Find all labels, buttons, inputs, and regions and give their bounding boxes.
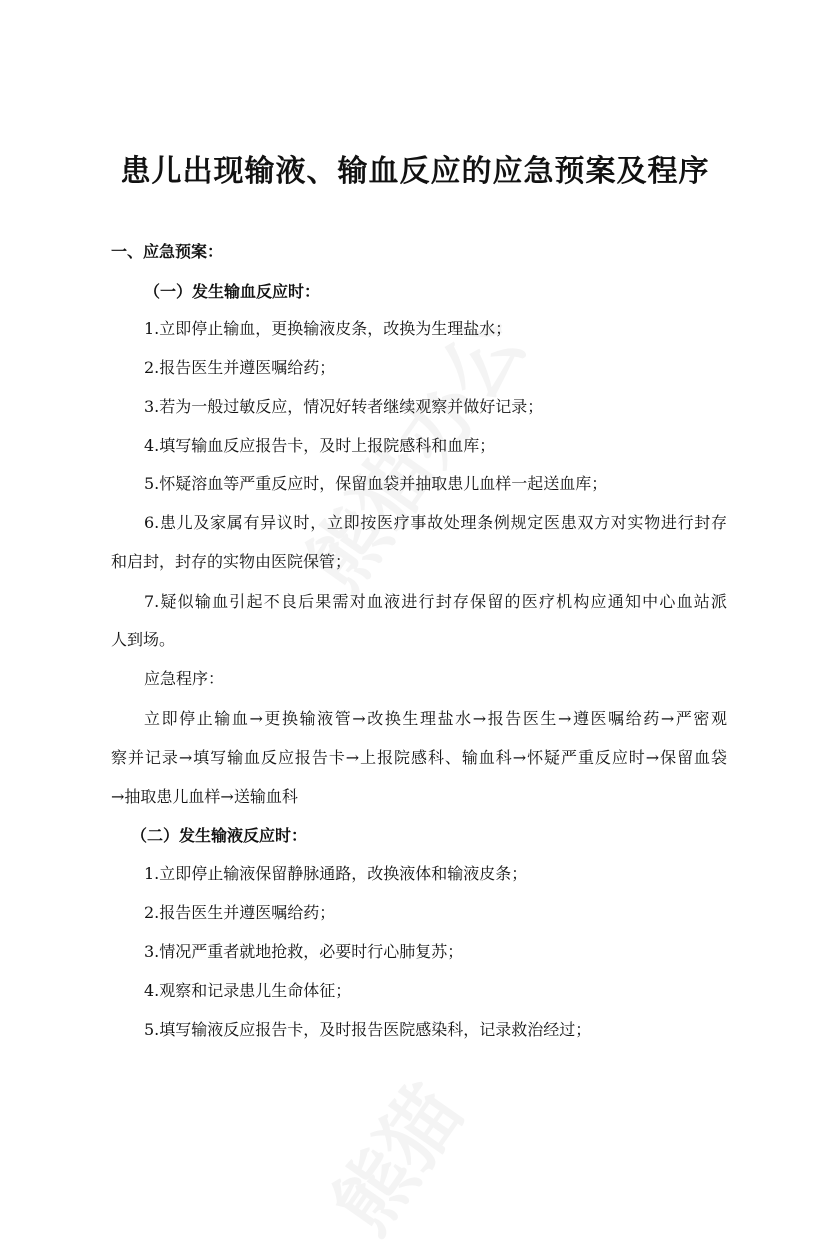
page-title: 患儿出现输液、输血反应的应急预案及程序 bbox=[120, 154, 710, 189]
list-item: 1.立即停止输血，更换输液皮条，改换为生理盐水； bbox=[144, 319, 512, 338]
list-item: 4.观察和记录患儿生命体征； bbox=[144, 981, 352, 1000]
list-item: 3.若为一般过敏反应，情况好转者继续观察并做好记录； bbox=[144, 397, 544, 416]
list-item-continuation: 和启封，封存的实物由医院保管； bbox=[111, 552, 352, 571]
subsection-heading-transfusion: （一）发生输血反应时： bbox=[144, 282, 321, 301]
subsection-heading-infusion: （二）发生输液反应时： bbox=[131, 826, 308, 845]
list-item: 2.报告医生并遵医嘱给药； bbox=[144, 903, 336, 922]
list-item-line: 7.疑似输血引起不良后果需对血液进行封存保留的医疗机构应通知中心血站派 bbox=[144, 592, 727, 611]
list-item: 1.立即停止输液保留静脉通路，改换液体和输液皮条； bbox=[144, 864, 528, 883]
procedure-text-line: →抽取患儿血样→送输血科 bbox=[111, 787, 298, 806]
list-item: 5.填写输液反应报告卡，及时报告医院感染科，记录救治经过； bbox=[144, 1020, 592, 1039]
list-item-continuation: 人到场。 bbox=[111, 630, 176, 649]
list-item: 2.报告医生并遵医嘱给药； bbox=[144, 358, 336, 377]
list-item: 5.怀疑溶血等严重反应时，保留血袋并抽取患儿血样一起送血库； bbox=[144, 474, 608, 493]
procedure-text-line: 立即停止输血→更换输液管→改换生理盐水→报告医生→遵医嘱给药→严密观 bbox=[144, 709, 727, 728]
list-item: 4.填写输血反应报告卡，及时上报院感科和血库； bbox=[144, 436, 496, 455]
procedure-text-line: 察并记录→填写输血反应报告卡→上报院感科、输血科→怀疑严重反应时→保留血袋 bbox=[111, 748, 727, 767]
list-item: 3.情况严重者就地抢救，必要时行心肺复苏； bbox=[144, 942, 464, 961]
watermark-lower bbox=[302, 1060, 483, 1252]
list-item-line: 6.患儿及家属有异议时，立即按医疗事故处理条例规定医患双方对实物进行封存 bbox=[144, 513, 727, 532]
procedure-label: 应急程序： bbox=[144, 669, 225, 688]
section-heading: 一、应急预案： bbox=[111, 242, 224, 261]
